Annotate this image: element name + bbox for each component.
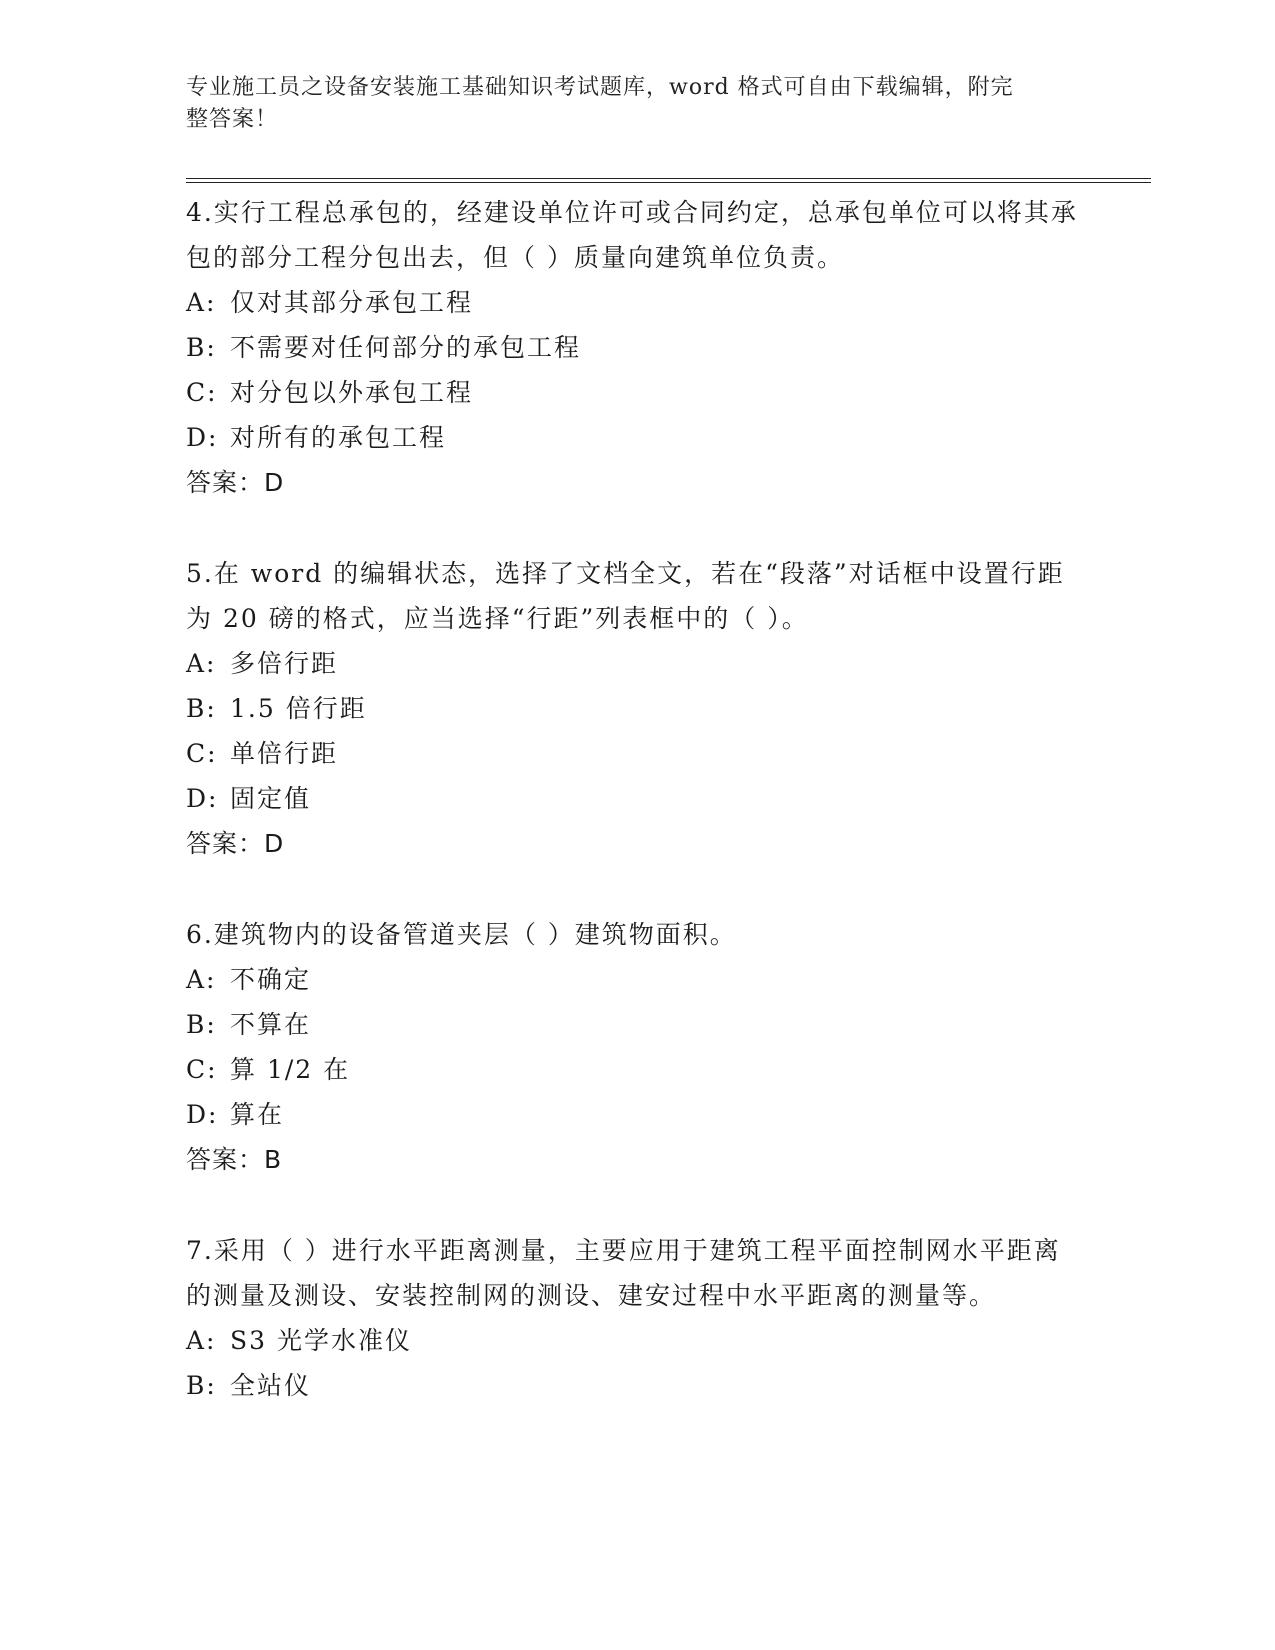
- option-text: 对分包以外承包工程: [230, 378, 474, 407]
- question-6: [186, 912, 1086, 1182]
- document-header: [186, 72, 1066, 136]
- question-list: [186, 190, 1086, 1408]
- option-text: 仅对其部分承包工程: [230, 288, 474, 317]
- option-letter: A:: [186, 965, 217, 994]
- answer: 答案：D: [186, 829, 285, 858]
- option-b: [186, 325, 1086, 370]
- option-text: 算 1/2 在: [230, 1055, 351, 1084]
- answer: 答案：B: [186, 1145, 283, 1174]
- question-text: 6.建筑物内的设备管道夹层（ ）建筑物面积。: [186, 920, 737, 949]
- option-c: [186, 370, 1086, 415]
- option-letter: C:: [186, 378, 218, 407]
- option-a: [186, 957, 1086, 1002]
- option-b: [186, 1002, 1086, 1047]
- option-c: [186, 731, 1086, 776]
- option-d: [186, 1092, 1086, 1137]
- option-d: [186, 776, 1086, 821]
- option-letter: B:: [186, 333, 217, 362]
- option-letter: B:: [186, 694, 217, 723]
- option-text: 不算在: [230, 1010, 312, 1039]
- option-letter: B:: [186, 1371, 217, 1400]
- option-letter: D:: [186, 1100, 219, 1129]
- option-letter: D:: [186, 423, 219, 452]
- answer: 答案：D: [186, 468, 285, 497]
- option-text: 全站仪: [230, 1371, 312, 1400]
- option-c: [186, 1047, 1086, 1092]
- question-text: 4.实行工程总承包的，经建设单位许可或合同约定，总承包单位可以将其承包的部分工程分包出去，但（ ）质量向建筑单位负责。: [186, 198, 1078, 272]
- option-text: 对所有的承包工程: [230, 423, 447, 452]
- option-a: [186, 641, 1086, 686]
- header-line-2: 整答案！: [186, 107, 279, 132]
- option-text: 1.5 倍行距: [230, 694, 367, 723]
- question-spacer: [186, 505, 1086, 551]
- question-text: 7.采用（ ）进行水平距离测量，主要应用于建筑工程平面控制网水平距离的测量及测设、安装控制网的测设、建安过程中水平距离的测量等。: [186, 1236, 1061, 1310]
- option-a: [186, 1318, 1086, 1363]
- option-text: S3 光学水准仪: [230, 1326, 412, 1355]
- option-text: 单倍行距: [230, 739, 339, 768]
- question-text: 5.在 word 的编辑状态，选择了文档全文，若在“段落”对话框中设置行距为 20 磅的格式，应当选择“行距”列表框中的（ ）。: [186, 559, 1065, 633]
- question-spacer: [186, 866, 1086, 912]
- option-letter: D:: [186, 784, 219, 813]
- option-text: 算在: [230, 1100, 285, 1129]
- header-divider-bottom: [186, 182, 1151, 183]
- header-divider-top: [186, 178, 1151, 179]
- option-letter: B:: [186, 1010, 217, 1039]
- option-letter: C:: [186, 739, 218, 768]
- question-5: [186, 551, 1086, 866]
- header-line-1: 专业施工员之设备安装施工基础知识考试题库，word 格式可自由下载编辑，附完: [186, 75, 1014, 100]
- question-4: [186, 190, 1086, 505]
- question-7: [186, 1228, 1086, 1408]
- option-b: [186, 686, 1086, 731]
- option-letter: C:: [186, 1055, 218, 1084]
- option-text: 多倍行距: [230, 649, 339, 678]
- option-b: [186, 1363, 1086, 1408]
- option-letter: A:: [186, 649, 217, 678]
- option-letter: A:: [186, 288, 217, 317]
- option-d: [186, 415, 1086, 460]
- option-letter: A:: [186, 1326, 217, 1355]
- option-text: 不需要对任何部分的承包工程: [230, 333, 582, 362]
- question-spacer: [186, 1182, 1086, 1228]
- option-text: 不确定: [230, 965, 312, 994]
- option-a: [186, 280, 1086, 325]
- option-text: 固定值: [230, 784, 312, 813]
